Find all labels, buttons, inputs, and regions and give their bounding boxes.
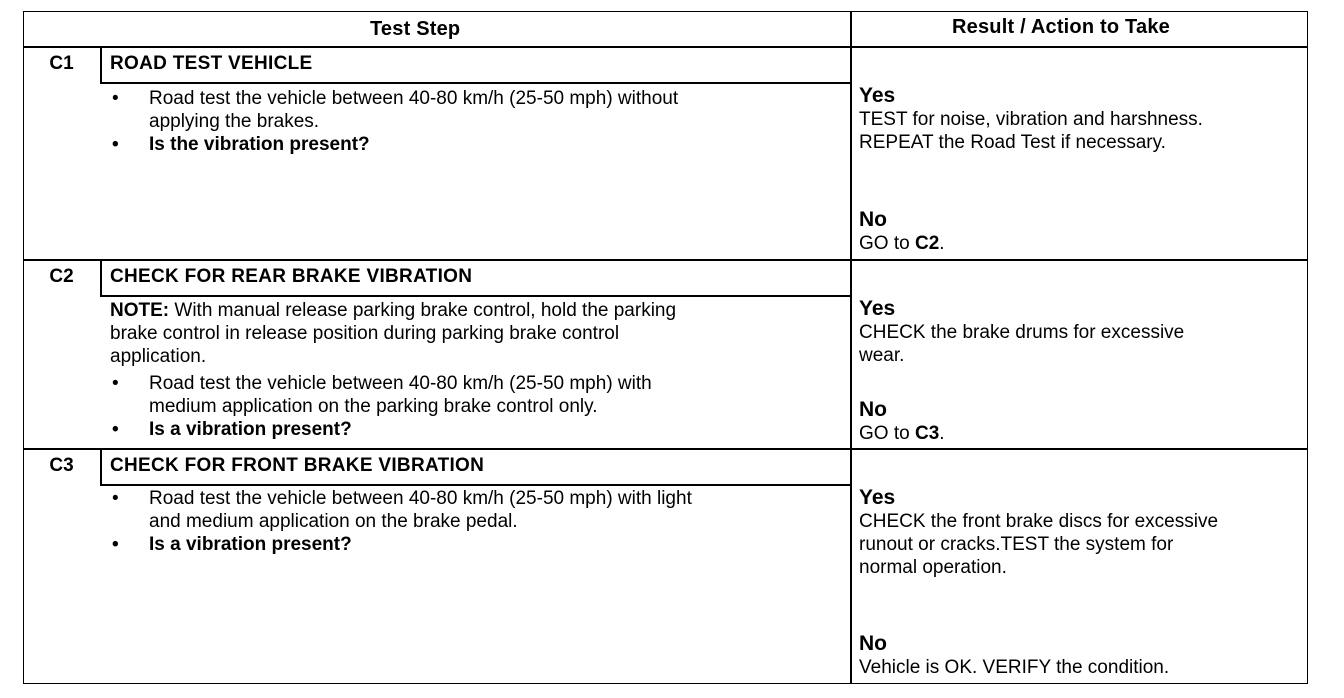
step-title: CHECK FOR FRONT BRAKE VIBRATION <box>110 455 485 476</box>
no-label: No <box>859 632 887 655</box>
yes-action: REPEAT the Road Test if necessary. <box>859 132 1166 153</box>
yes-action: TEST for noise, vibration and harshness. <box>859 109 1203 130</box>
step-bullet: • Road test the vehicle between 40-80 km/h (25-50 mph) with medium application on the parking brake control only. <box>112 373 652 417</box>
yes-action: wear. <box>859 345 905 366</box>
note-label: NOTE: <box>110 300 170 321</box>
header-result-action: Result / Action to Take <box>952 16 1170 38</box>
yes-label: Yes <box>859 297 896 320</box>
no-label: No <box>859 208 887 231</box>
step-question: • Is a vibration present? <box>112 419 352 440</box>
c2-title-underline <box>100 295 850 297</box>
id-column-divider <box>100 259 102 295</box>
no-label: No <box>859 398 887 421</box>
step-question: • Is the vibration present? <box>112 134 370 155</box>
yes-action: CHECK the front brake discs for excessive <box>859 511 1219 532</box>
step-bullet: • Road test the vehicle between 40-80 km/h (25-50 mph) with light and medium application on the brake pedal. <box>112 488 692 532</box>
step-question: • Is a vibration present? <box>112 534 352 555</box>
c3-title-underline <box>100 484 850 486</box>
id-column-divider <box>100 448 102 484</box>
yes-action: CHECK the brake drums for excessive <box>859 322 1185 343</box>
step-title: CHECK FOR REAR BRAKE VIBRATION <box>110 266 473 287</box>
yes-action: runout or cracks.TEST the system for <box>859 534 1174 555</box>
id-column-divider <box>100 46 102 82</box>
header-test-step: Test Step <box>370 18 461 40</box>
step-note: NOTE: With manual release parking brake control, hold the parking <box>110 300 677 321</box>
step-id: C3 <box>49 455 74 476</box>
column-divider <box>850 12 852 683</box>
step-reference: C3 <box>914 423 940 444</box>
row-divider-c1-c2 <box>24 259 1307 261</box>
step-note: application. <box>110 346 207 367</box>
test-step-table <box>23 11 1308 684</box>
yes-label: Yes <box>859 486 896 509</box>
yes-label: Yes <box>859 84 896 107</box>
c1-title-underline <box>100 82 850 84</box>
header-divider <box>24 46 1307 48</box>
step-id: C2 <box>49 266 74 287</box>
no-action: GO to C3. <box>859 423 945 444</box>
step-id: C1 <box>49 53 74 74</box>
step-reference: C2 <box>914 233 940 254</box>
row-divider-c2-c3 <box>24 448 1307 450</box>
no-action: GO to C2. <box>859 233 945 254</box>
step-bullet: • Road test the vehicle between 40-80 km/h (25-50 mph) without applying the brakes. <box>112 88 679 132</box>
step-note: brake control in release position during parking brake control <box>110 323 620 344</box>
step-title: ROAD TEST VEHICLE <box>110 53 313 74</box>
no-action: Vehicle is OK. VERIFY the condition. <box>859 657 1170 678</box>
yes-action: normal operation. <box>859 557 1007 578</box>
